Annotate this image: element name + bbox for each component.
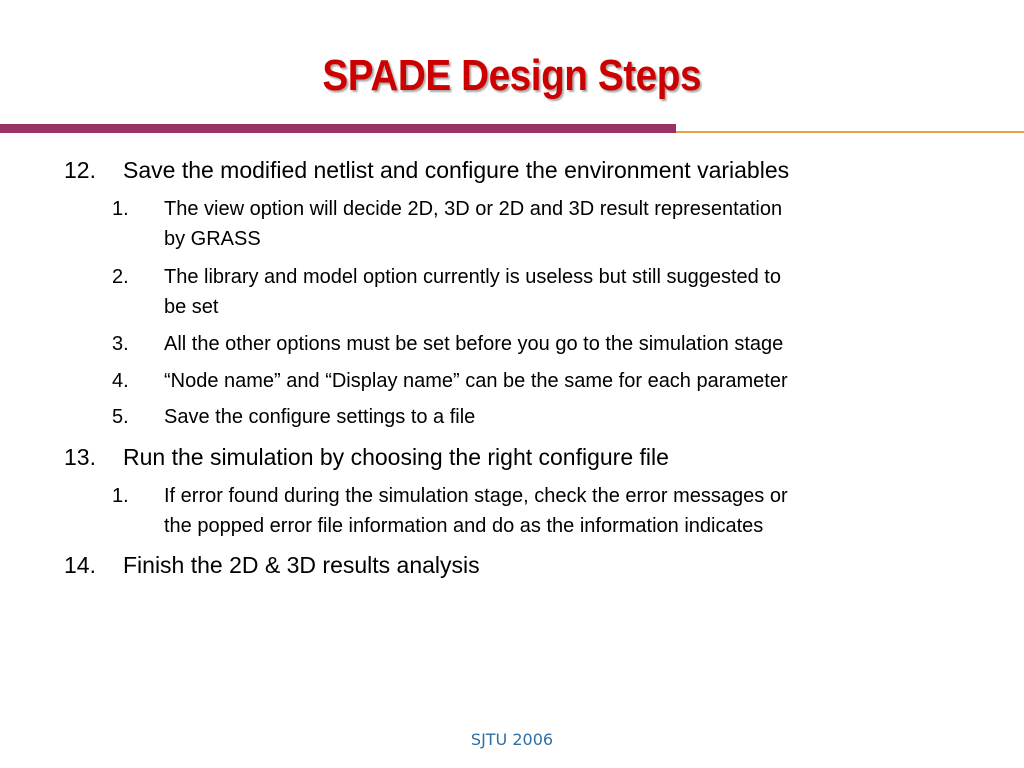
slide-footer: SJTU 2006: [470, 730, 554, 749]
title-divider-line: [676, 131, 1024, 133]
item-number: 12.: [64, 157, 96, 183]
item-number: 13.: [64, 444, 96, 470]
subitem-text-line: “Node name” and “Display name” can be the same for each parameter: [164, 370, 788, 392]
subitem-number: 3.: [112, 333, 129, 355]
item-text: Run the simulation by choosing the right configure file: [123, 444, 669, 470]
subitem-text-line: The view option will decide 2D, 3D or 2D and 3D result representation: [164, 198, 783, 220]
subitem-text-line: be set: [164, 296, 219, 318]
item-number: 14.: [64, 552, 96, 578]
slide-title: SPADE Design Steps: [322, 51, 702, 100]
item-text: Save the modified netlist and configure the environment variables: [123, 157, 790, 183]
subitem-number: 2.: [112, 266, 129, 288]
title-divider-bar: [0, 124, 676, 133]
subitem-number: 5.: [112, 406, 129, 428]
subitem-text-line: by GRASS: [164, 228, 261, 250]
subitem-text-line: The library and model option currently is useless but still suggested to: [164, 266, 781, 288]
subitem-number: 1.: [112, 485, 129, 507]
subitem-text-line: All the other options must be set before you go to the simulation stage: [164, 333, 784, 355]
item-text: Finish the 2D & 3D results analysis: [123, 552, 480, 578]
subitem-number: 4.: [112, 370, 129, 392]
subitem-text-line: the popped error file information and do as the information indicates: [164, 515, 764, 537]
subitem-text-line: Save the configure settings to a file: [164, 406, 476, 428]
subitem-text-line: If error found during the simulation stage, check the error messages or: [164, 485, 788, 507]
subitem-number: 1.: [112, 198, 129, 220]
